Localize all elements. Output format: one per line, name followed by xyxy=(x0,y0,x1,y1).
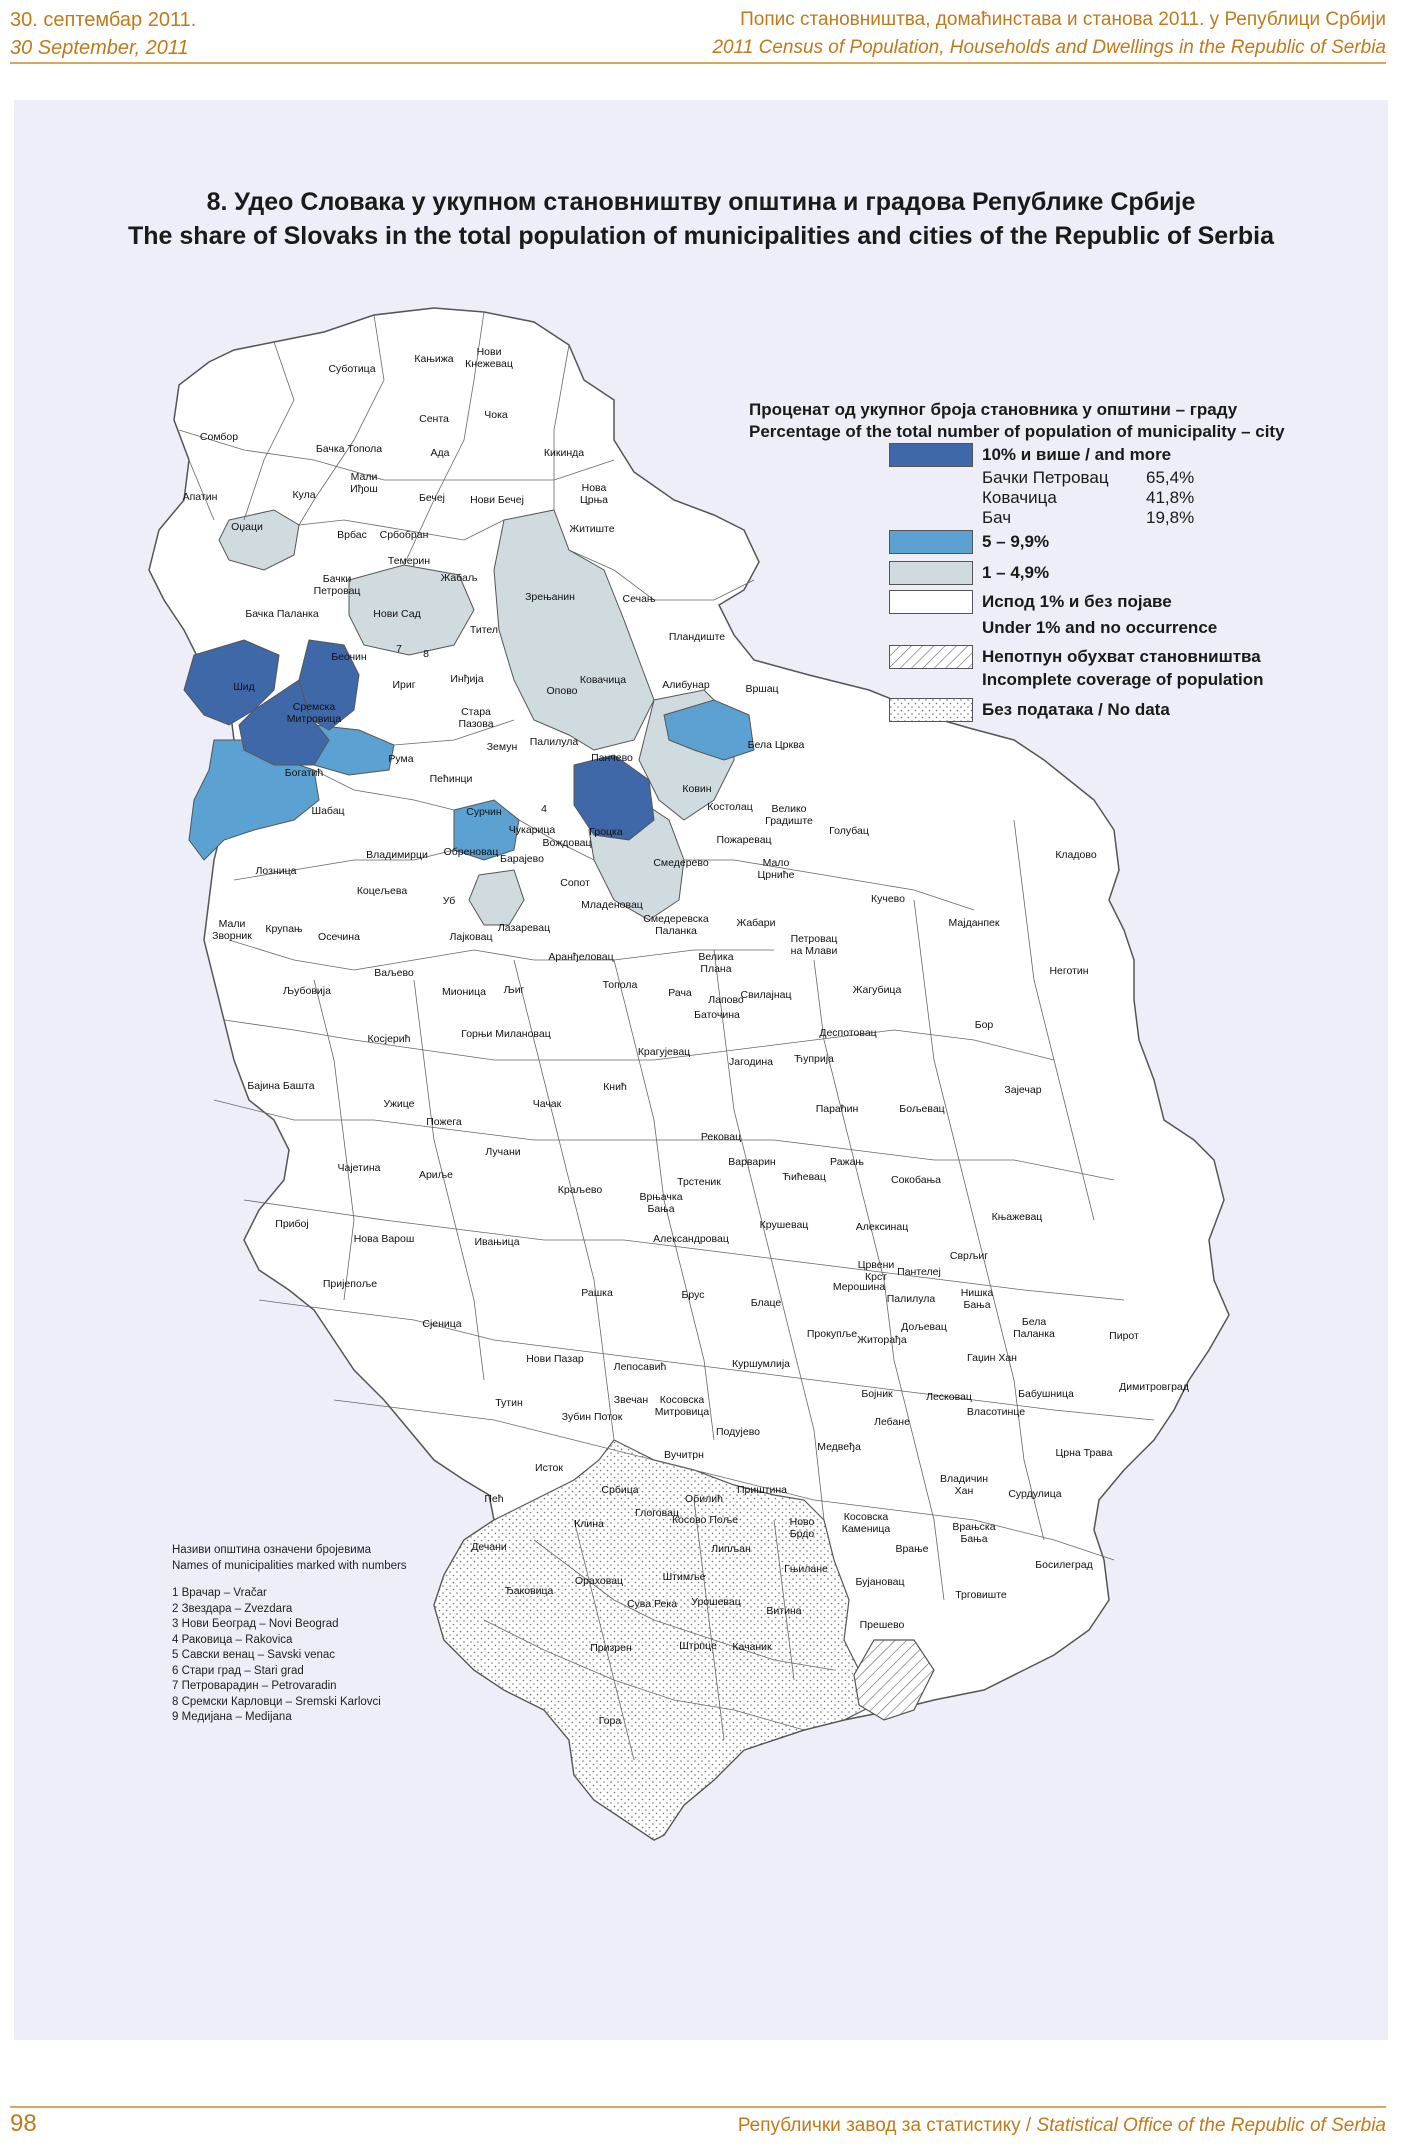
label-vrnjacka-banja-1: Врњачка xyxy=(639,1191,683,1203)
label-vladimirci: Владимирци xyxy=(366,849,428,861)
label-odzaci: Оџаци xyxy=(231,521,263,533)
label-kosjeric: Косјерић xyxy=(367,1033,411,1045)
label-batocina: Баточина xyxy=(694,1009,740,1021)
label-veliko-gradiste-2: Градиште xyxy=(765,815,813,827)
legend-swatch-under-1 xyxy=(889,590,973,614)
legend-top-value-1: 65,4% xyxy=(1146,468,1195,487)
label-sjenica: Сјеница xyxy=(422,1318,462,1330)
header-census xyxy=(712,6,1386,62)
label-kursumlija: Куршумлија xyxy=(731,1358,791,1370)
label-decani: Дечани xyxy=(471,1541,507,1553)
label-trstenik: Трстеник xyxy=(677,1176,721,1188)
label-babusnica: Бабушница xyxy=(1018,1388,1074,1400)
label-cicevac: Ћићевац xyxy=(782,1171,826,1183)
label-presevo: Прешево xyxy=(859,1619,905,1631)
label-kacanik: Качаник xyxy=(732,1641,772,1653)
label-bela-palanka-1: Бела xyxy=(1021,1316,1047,1328)
legend-top-name-3: Бач xyxy=(982,508,1012,527)
legend-label-incomplete-en: Incomplete coverage of population xyxy=(982,670,1264,689)
label-urosevac: Урошевац xyxy=(691,1596,741,1608)
label-raska: Рашка xyxy=(581,1287,613,1299)
label-ub: Уб xyxy=(442,895,456,907)
label-doljevac: Дољевац xyxy=(901,1321,947,1333)
label-novi-becej: Нови Бечеј xyxy=(470,494,524,506)
label-vranjska-banja-2: Бања xyxy=(960,1533,988,1545)
label-niska-banja-2: Бања xyxy=(963,1299,991,1311)
label-n8: 8 xyxy=(423,648,429,660)
label-valjevo: Ваљево xyxy=(374,967,414,979)
note-title-en: Names of municipalities marked with numbers xyxy=(172,1559,407,1572)
label-smederevo: Смедерево xyxy=(653,857,709,869)
label-gora: Гора xyxy=(598,1715,622,1727)
label-vrsac: Вршац xyxy=(745,683,779,695)
label-novi-knezevac-2: Кнежевац xyxy=(465,358,513,370)
label-uzice: Ужице xyxy=(383,1098,415,1110)
label-loznica: Лозница xyxy=(255,865,297,877)
label-kula: Кула xyxy=(292,489,316,501)
label-subotica: Суботица xyxy=(328,363,376,375)
label-sremska-mitrovica-2: Митровица xyxy=(286,713,342,725)
label-krusevac: Крушевац xyxy=(759,1219,809,1231)
label-coka: Чока xyxy=(484,409,508,421)
label-crveni-krst-2: Крст xyxy=(864,1271,888,1283)
map-panel xyxy=(14,100,1388,2040)
label-nova-varos: Нова Варош xyxy=(353,1233,415,1245)
label-aleksandrovac: Александровац xyxy=(653,1233,729,1245)
label-arilje: Ариље xyxy=(418,1169,454,1181)
note-item: 6 Стари град – Stari grad xyxy=(172,1664,304,1677)
label-zitoradja: Житорађа xyxy=(857,1334,907,1346)
label-istok: Исток xyxy=(535,1462,563,1474)
label-senta: Сента xyxy=(419,413,449,425)
label-djakovica: Ђаковица xyxy=(504,1585,554,1597)
footer-rule xyxy=(10,2106,1386,2108)
label-backi-petrovac-1: Бачки xyxy=(322,573,352,585)
label-pancevo: Панчево xyxy=(591,752,633,764)
label-zagubica: Жагубица xyxy=(852,984,902,996)
label-mali-idjos-1: Мали xyxy=(350,471,378,483)
label-vitina: Витина xyxy=(766,1605,802,1617)
label-svilajnac: Свилајнац xyxy=(740,989,792,1001)
legend-top-value-2: 41,8% xyxy=(1146,488,1195,507)
label-zvecan: Звечан xyxy=(613,1394,649,1406)
label-novi-pazar: Нови Пазар xyxy=(526,1353,584,1365)
label-opovo: Опово xyxy=(546,685,578,697)
label-suva-reka: Сува Река xyxy=(626,1598,678,1610)
label-obilic: Обилић xyxy=(685,1493,723,1505)
label-knic: Кнић xyxy=(603,1081,627,1093)
label-bac: Бач xyxy=(220,574,238,586)
label-nova-crnja-1: Нова xyxy=(581,482,607,494)
note-item: 3 Нови Београд – Novi Beograd xyxy=(172,1618,339,1630)
label-topola: Топола xyxy=(602,979,638,991)
header-census-en: 2011 Census of Population, Households and Dwellings in the Republic of Serbia xyxy=(712,37,1386,58)
label-koceljeva: Коцељева xyxy=(356,885,408,897)
header-rule xyxy=(10,62,1386,64)
label-mali-zvornik-1: Мали xyxy=(218,918,246,930)
label-negotin: Неготин xyxy=(1049,965,1089,977)
label-razanj: Ражањ xyxy=(830,1156,864,1168)
label-surdulica: Сурдулица xyxy=(1008,1488,1062,1500)
label-lazarevac: Лазаревац xyxy=(497,922,551,934)
label-titel: Тител xyxy=(469,624,499,636)
label-irig: Ириг xyxy=(392,679,416,691)
note-title-sr: Називи општина означени бројевима xyxy=(172,1544,372,1556)
label-vrnjacka-banja-2: Бања xyxy=(647,1203,675,1215)
label-zajecar: Зајечар xyxy=(1004,1084,1042,1096)
label-vranje: Врање xyxy=(895,1543,929,1555)
legend-swatch-1-4 xyxy=(889,561,973,585)
label-grocka: Гроцка xyxy=(589,826,623,838)
legend-label-1-4: 1 – 4,9% xyxy=(982,563,1050,582)
label-vucitrn: Вучитрн xyxy=(664,1449,704,1461)
header-census-sr: Попис становништва, домаћинстава и станова 2011. у Републици Србији xyxy=(740,9,1386,30)
label-vladicin-han-1: Владичин xyxy=(939,1473,989,1485)
label-malo-crnice-2: Црниће xyxy=(757,869,795,881)
legend-swatch-incomplete xyxy=(889,645,973,669)
map-title-en: The share of Slovaks in the total population of municipalities and cities of the Republic of Serbia xyxy=(128,222,1274,250)
label-kanjiza: Кањижа xyxy=(414,353,454,365)
label-prijepolje: Пријепоље xyxy=(322,1278,378,1290)
label-bela-palanka-2: Паланка xyxy=(1013,1328,1055,1340)
label-kosovo-polje: Косово Поље xyxy=(671,1514,739,1526)
label-kosovska-kamenica-2: Каменица xyxy=(841,1523,891,1535)
label-rekovac: Рековац xyxy=(700,1131,742,1143)
label-veliko-gradiste-1: Велико xyxy=(771,803,807,815)
label-bor: Бор xyxy=(974,1019,994,1031)
legend-top-name-1: Бачки Петровац xyxy=(982,468,1109,487)
label-apatin: Апатин xyxy=(182,491,218,503)
label-stara-pazova-2: Пазова xyxy=(458,718,494,730)
label-kovacica: Ковачица xyxy=(579,674,627,686)
label-backa-palanka: Бачка Паланка xyxy=(245,608,319,620)
label-palilula: Палилула xyxy=(529,736,579,748)
label-jagodina: Јагодина xyxy=(729,1056,773,1068)
label-arandjelovac: Аранђеловац xyxy=(548,951,614,963)
footer-office: Републички завод за статистику / Statistical Office of the Republic of Serbia xyxy=(737,2115,1386,2136)
label-ada: Ада xyxy=(430,447,450,459)
header-date-sr: 30. септембар 2011. xyxy=(10,9,197,31)
label-podujevo: Подујево xyxy=(715,1426,761,1438)
label-pirot: Пирот xyxy=(1109,1330,1139,1342)
label-kosovska-mitrovica-1: Косовска xyxy=(659,1394,705,1406)
legend-title-sr: Проценат од укупног броја становника у општини – граду xyxy=(749,400,1238,419)
label-indjija: Инђија xyxy=(450,673,484,685)
label-niska-banja-1: Нишка xyxy=(960,1287,994,1299)
label-beocin: Беочин xyxy=(331,651,367,663)
label-novi-knezevac-1: Нови xyxy=(476,346,502,358)
label-pristina: Приштина xyxy=(737,1484,787,1496)
label-gadzin-han: Гаџин Хан xyxy=(967,1352,1017,1364)
label-becej: Бечеј xyxy=(418,492,446,504)
label-aleksinac: Алексинац xyxy=(855,1221,909,1233)
label-osecina: Осечина xyxy=(318,931,360,943)
note-item: 9 Медијана – Medijana xyxy=(172,1711,292,1723)
label-orahovac: Ораховац xyxy=(574,1575,624,1587)
label-bajina-basta: Бајина Башта xyxy=(247,1080,315,1092)
label-zemun: Земун xyxy=(486,741,518,753)
note-item: 1 Врачар – Vračar xyxy=(172,1587,267,1599)
label-sopot: Сопот xyxy=(560,877,590,889)
label-n4: 4 xyxy=(541,803,547,815)
label-bosilegrad: Босилеград xyxy=(1035,1559,1093,1571)
label-prokuplje: Прокупље xyxy=(806,1328,858,1340)
legend-label-under-1-en: Under 1% and no occurrence xyxy=(982,618,1218,637)
label-srbobran: Србобран xyxy=(379,529,429,541)
label-pantelej: Пантелеј xyxy=(897,1266,941,1278)
label-zabalj: Жабаљ xyxy=(440,572,478,584)
label-kikinda: Кикинда xyxy=(543,447,585,459)
label-merosina: Мерошина xyxy=(832,1281,886,1293)
label-vozdovac: Вождовац xyxy=(542,837,592,849)
label-zrenjanin: Зрењанин xyxy=(525,591,575,603)
label-smederevska-palanka-1: Смедеревска xyxy=(643,913,709,925)
label-sid: Шид xyxy=(233,681,255,693)
label-srbica: Србица xyxy=(601,1484,639,1496)
note-item: 8 Сремски Карловци – Sremski Karlovci xyxy=(172,1695,381,1708)
label-alibunar: Алибунар xyxy=(662,679,710,691)
label-cajetina: Чајетина xyxy=(337,1162,381,1174)
label-cukarica: Чукарица xyxy=(508,824,556,836)
label-majdanpek: Мајданпек xyxy=(948,917,1000,929)
label-petrovac-1: Петровац xyxy=(790,933,838,945)
legend-title-en: Percentage of the total number of population of municipality – city xyxy=(749,422,1285,441)
label-sremska-mitrovica-1: Сремска xyxy=(292,701,336,713)
label-kraljevo: Краљево xyxy=(557,1184,603,1196)
label-tutin: Тутин xyxy=(495,1397,523,1409)
label-krupanj: Крупањ xyxy=(265,923,303,935)
label-sabac: Шабац xyxy=(311,805,345,817)
label-surcin: Сурчин xyxy=(466,806,502,818)
label-pozega: Пожега xyxy=(426,1116,462,1128)
label-varvarin: Варварин xyxy=(728,1156,776,1168)
legend-top-name-2: Ковачица xyxy=(982,488,1057,507)
label-prizren: Призрен xyxy=(590,1642,632,1654)
label-vlasotince: Власотинце xyxy=(966,1406,1026,1418)
label-ivanjica: Ивањица xyxy=(474,1236,520,1248)
label-novo-brdo-1: Ново xyxy=(789,1516,815,1528)
label-mali-idjos-2: Иђош xyxy=(350,483,378,495)
label-lucani: Лучани xyxy=(485,1146,521,1158)
label-backa-topola: Бачка Топола xyxy=(315,443,383,455)
numbered-municipalities-note xyxy=(172,1543,407,1726)
note-item: 2 Звездара – Zvezdara xyxy=(172,1602,293,1615)
label-glogovac: Глоговац xyxy=(635,1507,679,1519)
label-kladovo: Кладово xyxy=(1055,849,1097,861)
label-raca: Рача xyxy=(668,987,692,999)
legend-label-10-plus: 10% и више / and more xyxy=(982,445,1172,464)
label-lajkovac: Лајковац xyxy=(449,931,493,943)
label-malo-crnice-1: Мало xyxy=(762,857,790,869)
label-crna-trava: Црна Трава xyxy=(1055,1447,1113,1459)
label-zabari: Жабари xyxy=(736,917,776,929)
label-lapovo: Лапово xyxy=(708,994,744,1006)
label-mionica: Мионица xyxy=(442,986,486,998)
label-vranjska-banja-1: Врањска xyxy=(952,1521,996,1533)
label-despotovac: Деспотовац xyxy=(819,1027,877,1039)
label-kovin: Ковин xyxy=(682,783,712,795)
footer-office-en: Statistical Office of the Republic of Serbia xyxy=(1036,2115,1386,2136)
legend-top-value-3: 19,8% xyxy=(1146,508,1195,527)
label-lebane: Лебане xyxy=(874,1416,910,1428)
legend-label-under-1-sr: Испод 1% и без појаве xyxy=(982,592,1172,611)
legend-label-incomplete-sr: Непотпун обухват становништва xyxy=(982,647,1261,666)
label-leposavic: Лепосавић xyxy=(613,1361,667,1373)
footer-office-sr: Републички завод за статистику xyxy=(737,2115,1021,2136)
label-gornji-milanovac: Горњи Милановац xyxy=(461,1028,551,1040)
note-item: 5 Савски венац – Savski venac xyxy=(172,1649,336,1661)
label-kosovska-mitrovica-2: Митровица xyxy=(654,1406,710,1418)
label-temerin: Темерин xyxy=(387,555,431,567)
note-item: 7 Петроварадин – Petrovaradin xyxy=(172,1680,337,1692)
legend-swatch-no-data xyxy=(889,698,973,722)
label-brus: Брус xyxy=(681,1289,705,1301)
legend-swatch-10-plus xyxy=(889,443,973,467)
label-lipljan: Липљан xyxy=(711,1543,751,1555)
label-svrljig: Сврљиг xyxy=(949,1250,989,1262)
label-ljubovija: Љубовија xyxy=(283,985,331,997)
label-cacak: Чачак xyxy=(532,1098,562,1110)
label-petrovac-2: на Млави xyxy=(790,945,838,957)
label-novo-brdo-2: Брдо xyxy=(789,1528,815,1540)
label-klina: Клина xyxy=(574,1518,604,1530)
label-golubac: Голубац xyxy=(829,825,869,837)
label-bujanovac: Бујановац xyxy=(855,1576,905,1588)
label-crveni-krst-1: Црвени xyxy=(857,1259,895,1271)
label-pozarevac: Пожаревац xyxy=(716,834,772,846)
map-title-sr: 8. Удео Словака у укупном становништву општина и градова Републике Србије xyxy=(206,188,1196,216)
label-novi-sad: Нови Сад xyxy=(373,608,421,620)
label-sombor: Сомбор xyxy=(199,431,239,443)
label-mali-zvornik-2: Зворник xyxy=(212,930,252,942)
label-ljig: Љиг xyxy=(503,984,525,996)
legend-label-no-data: Без података / No data xyxy=(982,700,1170,719)
label-boljevac: Бољевац xyxy=(899,1103,945,1115)
label-barajevo: Барајево xyxy=(500,853,544,865)
label-blace: Блаце xyxy=(750,1297,782,1309)
label-plandiste: Пландиште xyxy=(668,631,726,643)
label-bogatic: Богатић xyxy=(284,767,324,779)
label-zubin-potok: Зубин Поток xyxy=(561,1411,623,1423)
label-stara-pazova-1: Стара xyxy=(461,706,491,718)
label-mladenovac: Младеновац xyxy=(581,899,643,911)
legend-swatch-5-9 xyxy=(889,530,973,554)
page-number: 98 xyxy=(10,2110,37,2137)
label-kucevo: Кучево xyxy=(871,893,905,905)
label-stimlje: Штимље xyxy=(662,1571,706,1583)
label-medvedja: Медвеђа xyxy=(817,1441,861,1453)
header-date xyxy=(10,6,196,62)
label-kosovska-kamenica-1: Косовска xyxy=(843,1511,889,1523)
label-obrenovac: Обреновац xyxy=(443,846,499,858)
label-vladicin-han-2: Хан xyxy=(954,1485,974,1497)
label-vrbas: Врбас xyxy=(337,529,367,541)
label-velika-plana-1: Велика xyxy=(698,951,734,963)
label-kostolac: Костолац xyxy=(707,801,753,813)
serbia-map xyxy=(14,100,1388,2040)
label-secanj: Сечањ xyxy=(622,593,656,605)
label-cuprija: Ћуприја xyxy=(794,1053,834,1065)
label-trgoviste: Трговиште xyxy=(955,1589,1007,1601)
label-smederevska-palanka-2: Паланка xyxy=(655,925,697,937)
label-sokobanja: Сокобања xyxy=(891,1174,941,1186)
label-dimitrovgrad: Димитровград xyxy=(1119,1381,1189,1393)
label-velika-plana-2: Плана xyxy=(700,963,732,975)
header-date-en: 30 September, 2011 xyxy=(10,37,189,59)
label-pec: Пећ xyxy=(484,1493,504,1505)
label-bela-crkva: Бела Црква xyxy=(747,739,805,751)
label-pecinci: Пећинци xyxy=(429,773,473,785)
legend-label-5-9: 5 – 9,9% xyxy=(982,532,1050,551)
label-palilula-nis: Палилула xyxy=(886,1293,936,1305)
label-gnjilane: Гњилане xyxy=(784,1563,828,1575)
label-knjazevac: Књажевац xyxy=(991,1211,1043,1223)
label-kragujevac: Крагујевац xyxy=(637,1046,691,1058)
label-nova-crnja-2: Црња xyxy=(580,494,608,506)
label-backi-petrovac-2: Петровац xyxy=(313,585,361,597)
label-ruma: Рума xyxy=(388,753,414,765)
label-bojnik: Бојник xyxy=(861,1388,893,1400)
label-priboj: Прибој xyxy=(275,1218,309,1230)
label-paracin: Параћин xyxy=(815,1103,859,1115)
label-leskovac: Лесковац xyxy=(926,1391,972,1403)
label-zitiste: Житиште xyxy=(569,523,615,535)
label-strpce: Штрпце xyxy=(679,1640,717,1652)
label-n7: 7 xyxy=(396,643,402,655)
note-item: 4 Раковица – Rakovica xyxy=(172,1633,293,1646)
